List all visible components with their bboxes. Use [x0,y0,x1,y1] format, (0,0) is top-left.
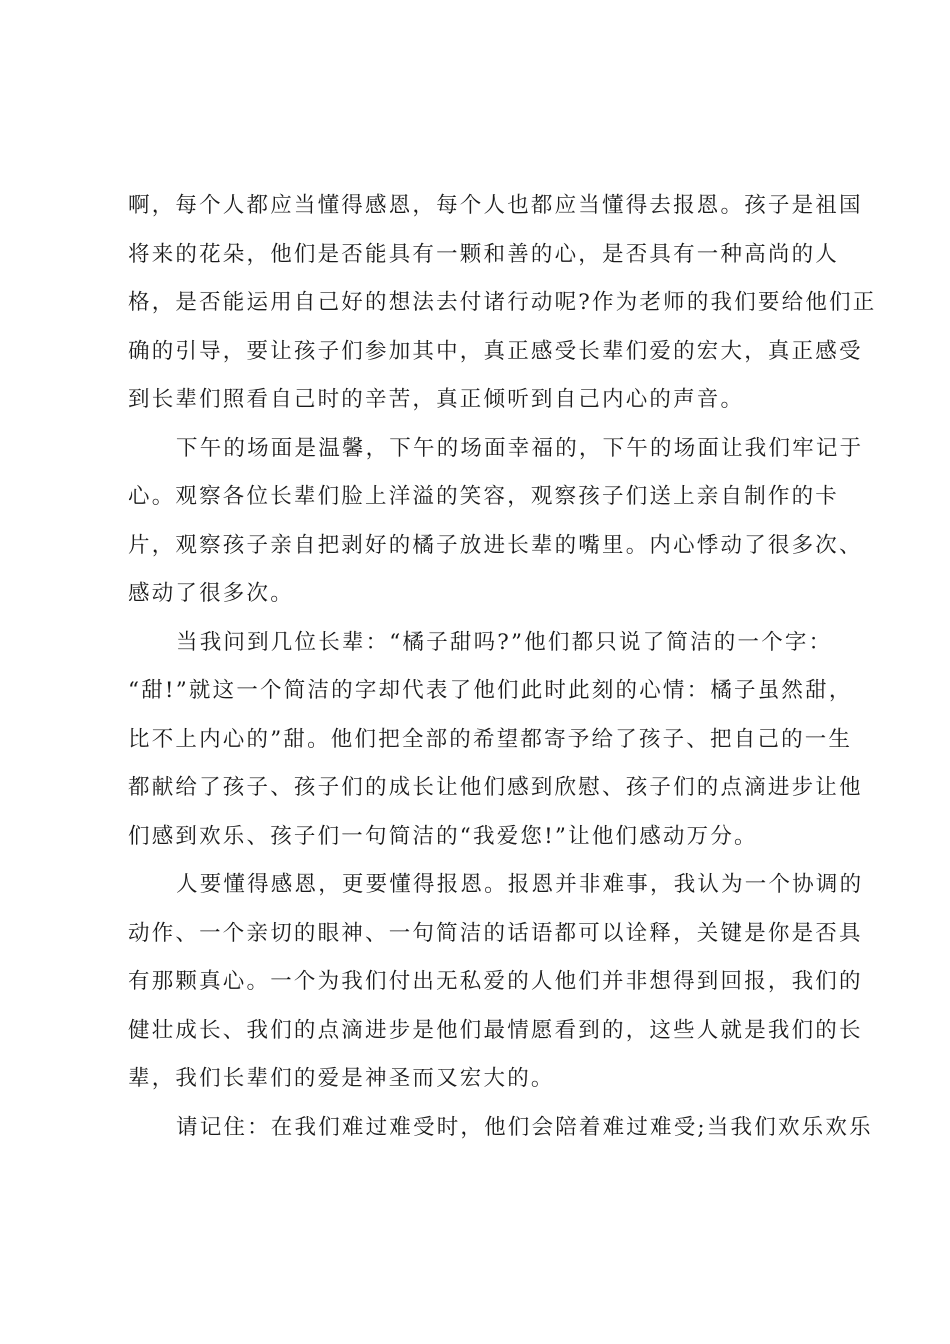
paragraph [128,1104,873,1153]
text-line: 片，观察孩子亲自把剥好的橘子放进长辈的嘴里。内心悸动了很多次、 [128,532,863,558]
text-line: 请记住：在我们难过难受时，他们会陪着难过难受;当我们欢乐欢乐 [176,1114,873,1140]
text-line: 到长辈们照看自己时的辛苦，真正倾听到自己内心的声音。 [128,387,745,412]
text-line: “甜!”就这一个简洁的字却代表了他们此时此刻的心情：橘子虽然甜， [128,678,853,703]
text-line: 都献给了孩子、孩子们的成长让他们感到欣慰、孩子们的点滴进步让他 [128,775,863,800]
text-line: 感动了很多次。 [128,581,294,606]
text-line: 动作、一个亲切的眼神、一句简洁的话语都可以诠释，关键是你是否具 [128,920,863,946]
paragraph [128,619,863,862]
paragraph [128,182,877,425]
text-line: 健壮成长、我们的点滴进步是他们最情愿看到的，这些人就是我们的长 [128,1017,863,1043]
text-line: 有那颗真心。一个为我们付出无私爱的人他们并非想得到回报，我们的 [128,969,863,994]
text-line: 心。观察各位长辈们脸上洋溢的笑容，观察孩子们送上亲自制作的卡 [128,484,840,509]
text-line: 啊，每个人都应当懂得感恩，每个人也都应当懂得去报恩。孩子是祖国 [128,193,863,218]
text-line: 将来的花朵，他们是否能具有一颗和善的心，是否具有一种高尚的人 [128,241,840,267]
paragraph [128,861,864,1104]
text-line: 确的引导，要让孩子们参加其中，真正感受长辈们爱的宏大，真正感受 [128,338,863,364]
paragraph [128,425,864,619]
text-line: 下午的场面是温馨，下午的场面幸福的，下午的场面让我们牢记于 [176,435,864,461]
text-line: 人要懂得感恩，更要懂得报恩。报恩并非难事，我认为一个协调的 [176,872,864,897]
text-line: 们感到欢乐、孩子们一句简洁的“我爱您!”让他们感动万分。 [128,823,758,849]
text-line: 比不上内心的”甜。他们把全部的希望都寄予给了孩子、把自己的一生 [128,726,853,752]
document-body [128,182,877,1152]
text-line: 格，是否能运用自己好的想法去付诸行动呢?作为老师的我们要给他们正 [128,290,877,315]
text-line: 辈，我们长辈们的爱是神圣而又宏大的。 [128,1066,555,1091]
text-line: 当我问到几位长辈：“橘子甜吗?”他们都只说了简洁的一个字： [176,629,833,655]
